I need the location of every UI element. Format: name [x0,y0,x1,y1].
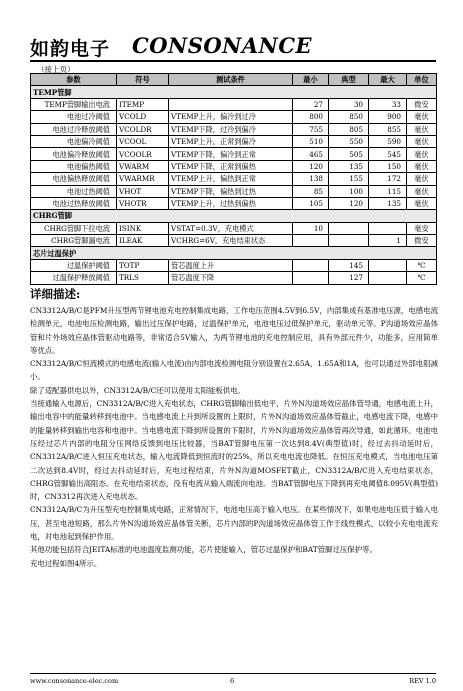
table-cell: 755 [293,123,329,135]
paragraph: 充电过程如图4所示。 [30,558,102,568]
table-cell: 微安 [407,98,437,110]
table-cell: 过温保护阈值 [31,259,117,271]
header-rule [30,60,436,62]
table-section-row [31,247,437,259]
table-row [31,135,437,147]
table-cell: 120 [293,160,329,172]
table-cell: 172 [369,173,407,185]
footer-rule [30,673,436,674]
table-cell: VTEMP上升，正常到偏冷 [169,135,293,147]
table-cell: 毫伏 [407,173,437,185]
table-cell: 27 [293,98,329,110]
continued-label: （接上页） [37,65,75,74]
table-cell: VTEMP下降，正常到偏热 [169,160,293,172]
table-cell [293,259,329,271]
table-cell [329,235,369,247]
revision: REV 1.0 [409,677,436,685]
brand-english: CONSONANCE [132,33,313,58]
section-label: 芯片过温保护 [31,247,437,259]
table-cell: 465 [293,148,329,160]
table-row [31,235,437,247]
table-cell: ℃ [407,272,437,284]
table-cell: 135 [369,197,407,209]
table-cell: 电池过热阈值 [31,185,117,197]
table-row [31,160,437,172]
table-cell: 800 [293,111,329,123]
paragraph: CN3312A/B/C恒流模式的电感电流(输入电流)由内部电流检测电阻分别设置在2.65A，1.65A和1A，也可以通过外部电阻减小。 [30,359,438,382]
table-cell: 105 [293,197,329,209]
table-cell: 127 [329,272,369,284]
table-cell: VCOOLR [117,148,169,160]
table-cell: VTEMP上升，偏冷到过冷 [169,111,293,123]
table-cell: 过温保护释放阈值 [31,272,117,284]
table-cell: 电池偏冷阈值 [31,135,117,147]
table-row [31,98,437,110]
table-cell: VWARM [117,160,169,172]
table-cell: CHRG管脚漏电流 [31,235,117,247]
table-cell [293,235,329,247]
table-cell: 33 [369,98,407,110]
table-cell: CHRG管脚下拉电流 [31,222,117,234]
table-cell: ISINK [117,222,169,234]
table-cell: VTEMP下降，偏冷到正常 [169,148,293,160]
table-cell: 138 [293,173,329,185]
table-cell: 管芯温度上升 [169,259,293,271]
table-cell: 510 [293,135,329,147]
col-header: 最小 [293,74,329,86]
table-cell [329,222,369,234]
table-cell [369,222,407,234]
table-cell: 115 [369,185,407,197]
table-cell: 505 [329,148,369,160]
table-cell: 微安 [407,235,437,247]
paragraph: 除了适配器供电以外，CN3312A/B/C还可以使用太阳能板供电。 [30,385,245,395]
electrical-spec-table [30,73,437,285]
table-row [31,197,437,209]
table-cell: VTEMP上升，过热到偏热 [169,197,293,209]
table-row [31,173,437,185]
page-header [30,34,440,60]
table-cell: VCOOL [117,135,169,147]
table-row [31,185,437,197]
table-cell: 145 [329,259,369,271]
table-cell: ILEAK [117,235,169,247]
table-section-row [31,210,437,222]
table-section-row [31,86,437,98]
paragraph: 其他功能包括符合JEITA标准的电池温度监测功能，芯片使能输入，管芯过温保护和BAT管脚过压保护等。 [30,545,377,555]
table-cell: 120 [329,197,369,209]
table-cell: 545 [369,148,407,160]
table-cell: 10 [293,222,329,234]
table-cell: 85 [293,185,329,197]
description-text [30,304,438,570]
brand-chinese: 如韵电子 [30,38,111,60]
table-cell: 900 [369,111,407,123]
table-cell: 毫伏 [407,123,437,135]
table-cell: 135 [329,160,369,172]
table-cell [293,272,329,284]
table-row [31,148,437,160]
table-cell: 590 [369,135,407,147]
table-cell [369,272,407,284]
table-cell: 100 [329,185,369,197]
paragraph: CN3312A/B/C为升压型充电控制集成电路，正常情况下，电池电压高于输入电压。在某些情况下，如果电池电压低于输入电压，甚至电池短路，那么片外N沟道场效应晶体管关断，芯片内部的P沟道场效应晶体管工作于线性模式，以较小充电电流充电，对电池起到保护作用。 [30,505,438,542]
table-cell: VSTAT=0.3V，充电模式 [169,222,293,234]
table-cell [369,259,407,271]
footer-url: www.consonance-elec.com [30,677,119,685]
table-cell: 毫安 [407,222,437,234]
col-header: 典型 [329,74,369,86]
page-number: 6 [230,677,235,685]
col-header: 参数 [31,74,117,86]
table-cell: VTEMP上升，偏热到正常 [169,173,293,185]
col-header: 测试条件 [169,74,293,86]
table-cell: 毫伏 [407,197,437,209]
table-row [31,222,437,234]
table-cell: 电池过冷阈值 [31,111,117,123]
table-cell: 150 [369,160,407,172]
table-cell [169,98,293,110]
table-header-row [31,74,437,86]
table-cell: VTEMP下降，过冷到偏冷 [169,123,293,135]
table-cell: TEMP管脚输出电流 [31,98,117,110]
section-label: TEMP管脚 [31,86,437,98]
table-cell: VHOTR [117,197,169,209]
table-cell: TOTP [117,259,169,271]
col-header: 单位 [407,74,437,86]
table-cell: 155 [329,173,369,185]
table-row [31,111,437,123]
table-row [31,272,437,284]
table-cell: 毫伏 [407,185,437,197]
table-cell: 管芯温度下降 [169,272,293,284]
table-cell: VCHRG=6V，充电结束状态 [169,235,293,247]
table-cell: 电池偏冷释放阈值 [31,148,117,160]
table-cell: ITEMP [117,98,169,110]
table-cell: VWARMR [117,173,169,185]
table-row [31,259,437,271]
table-cell: 855 [369,123,407,135]
paragraph: CN3312A/B/C是PFM升压型两节锂电池充电控制集成电路，工作电压范围4.5V到6.5V，内部集成有基准电压源，电感电流检测单元，电池电压检测电路，输出过压保护电路，过温保护单元，电池电压过低保护单元，驱动单元等。P沟道场效应晶体管和片外场效应晶体管驱动电路等，非常适合5V输入，为两节锂电池的充电控制应用，具有外部元件少，功能多，应用简单等优点。 [30,306,438,355]
col-header: 最大 [369,74,407,86]
table-cell: 550 [329,135,369,147]
table-cell: 毫伏 [407,135,437,147]
col-header: 符号 [117,74,169,86]
table-cell: VHOT [117,185,169,197]
table-cell: 805 [329,123,369,135]
table-cell: TRLS [117,272,169,284]
table-cell: 毫伏 [407,160,437,172]
section-label: CHRG管脚 [31,210,437,222]
table-cell: 1 [369,235,407,247]
table-cell: 电池偏热释放阈值 [31,173,117,185]
table-cell: ℃ [407,259,437,271]
table-cell: 毫伏 [407,148,437,160]
table-cell: VTEMP下降，偏热到过热 [169,185,293,197]
table-cell: 850 [329,111,369,123]
table-cell: 30 [329,98,369,110]
table-cell: 毫伏 [407,111,437,123]
paragraph: 当接通输入电源后，CN3312A/B/C进入充电状态，CHRG管脚输出低电平，片外N沟道场效应晶体管导通，电感电流上升，输出电容中的能量转移到电池中。当电感电流上升到所设置的上限时，片外N沟道场效应晶体管截止，电感电流下降，电感中的能量转移到输出电容和电池中。当电感电流下降到所设置的下限时，片外N沟道场效应晶体管再次导通，如此循环。电池电压经过芯片内部的电阻分压网络反馈到电压比较器，当BAT管脚电压第一次达到8.4V(典型值)时，经过去抖动延时后，CN3312A/B/C进入恒压充电状态，输入电流降低到恒流时的25%，所以充电电流也降低。在恒压充电模式，当电池电压第二次达到8.4V时，经过去抖动延时后，充电过程结束，片外N沟道MOSFET截止，CN3312A/B/C进入充电结束状态，CHRG管脚输出高阻态。在充电结束状态，没有电流从输入端流向电池。当BAT管脚电压下降到再充电阈值8.095V(典型值)时，CN3312再次进入充电状态。 [30,399,438,502]
table-cell: VCOLDR [117,123,169,135]
section-title: 详细描述: [30,287,81,301]
table-cell: 电池过热释放阈值 [31,197,117,209]
table-cell: 电池偏热阈值 [31,160,117,172]
table-row [31,123,437,135]
table-cell: VCOLD [117,111,169,123]
table-cell: 电池过冷释放阈值 [31,123,117,135]
